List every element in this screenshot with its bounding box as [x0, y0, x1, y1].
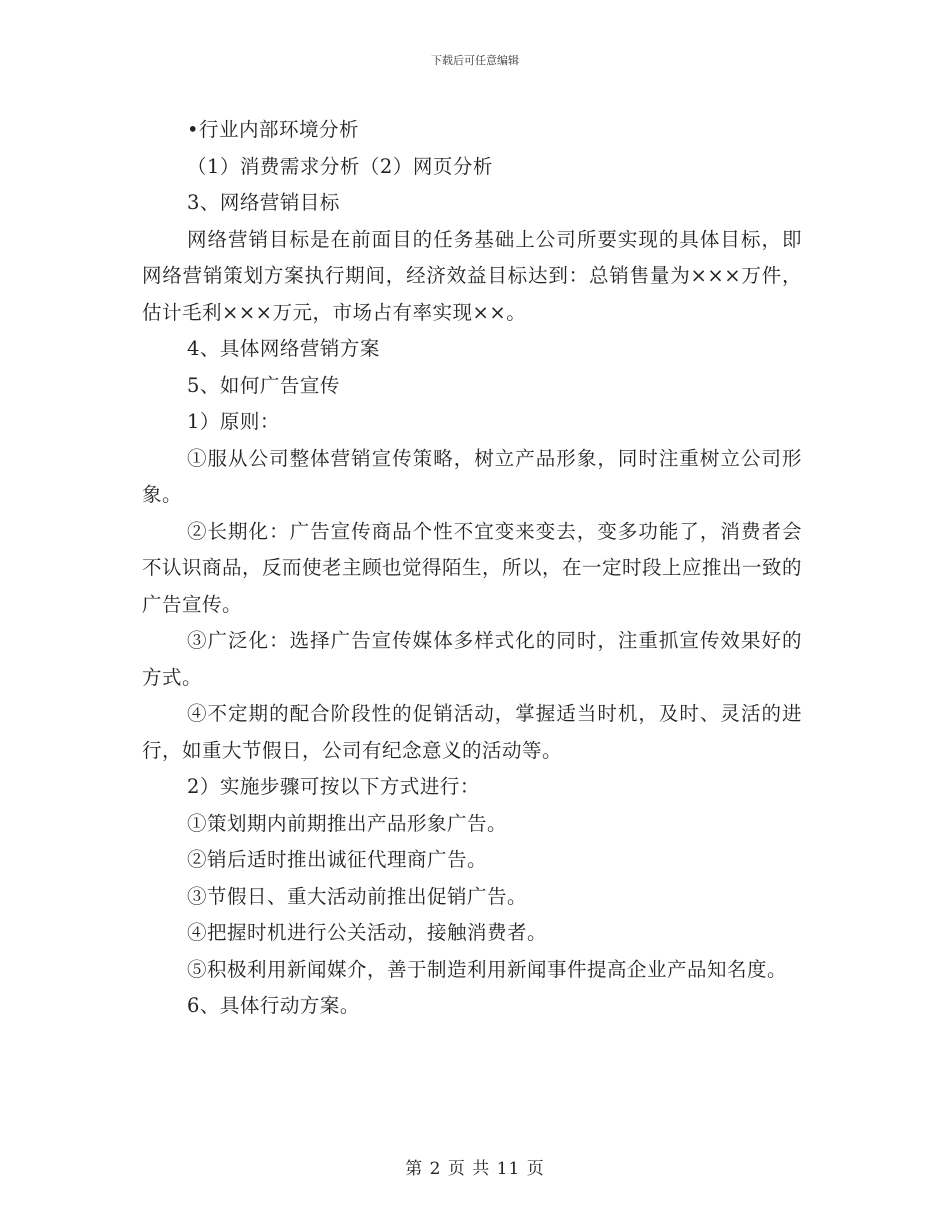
- subheading-implementation-steps: 2）实施步骤可按以下方式进行：: [187, 775, 480, 798]
- subheading-principles: 1）原则：: [187, 410, 280, 433]
- principle-item-2: ②长期化：广告宣传商品个性不宜变来变去，变多功能了，消费者会不认识商品，反而使老主顾也觉得陌生，所以，在一定时段上应推出一致的广告宣传。: [142, 519, 803, 616]
- section-heading-marketing-goal: 3、网络营销目标: [187, 191, 340, 214]
- paragraph-marketing-goal: 网络营销目标是在前面目的任务基础上公司所要实现的具体目标，即网络营销策划方案执行期间，经济效益目标达到：总销售量为×××万件，估计毛利×××万元，市场占有率实现××。: [142, 227, 802, 324]
- section-heading-marketing-plan: 4、具体网络营销方案: [187, 337, 380, 360]
- step-item-4: ④把握时机进行公关活动，接触消费者。: [187, 921, 548, 944]
- section-heading-action-plan: 6、具体行动方案。: [187, 994, 360, 1017]
- principle-item-4: ④不定期的配合阶段性的促销活动，掌握适当时机，及时、灵活的进行，如重大节假日，公司有纪念意义的活动等。: [142, 702, 802, 762]
- document-body: [142, 112, 802, 1025]
- section-heading-advertising: 5、如何广告宣传: [187, 373, 340, 397]
- step-item-2: ②销后适时推出诚征代理商广告。: [187, 848, 488, 871]
- step-item-5: ⑤积极利用新闻媒介，善于制造利用新闻事件提高企业产品知名度。: [187, 957, 788, 981]
- page-header: 下载后可任意编辑: [431, 54, 519, 67]
- principle-item-1: ①服从公司整体营销宣传策略，树立产品形象，同时注重树立公司形象。: [142, 446, 802, 506]
- principle-item-3: ③广泛化：选择广告宣传媒体多样式化的同时，注重抓宣传效果好的方式。: [142, 629, 802, 689]
- subitems-demand-webpage-analysis: （1）消费需求分析（2）网页分析: [187, 154, 493, 178]
- bullet-industry-analysis: •行业内部环境分析: [187, 118, 360, 141]
- page-footer: 第 2 页 共 11 页: [405, 1159, 545, 1179]
- step-item-1: ①策划期内前期推出产品形象广告。: [187, 811, 508, 835]
- step-item-3: ③节假日、重大活动前推出促销广告。: [187, 884, 528, 908]
